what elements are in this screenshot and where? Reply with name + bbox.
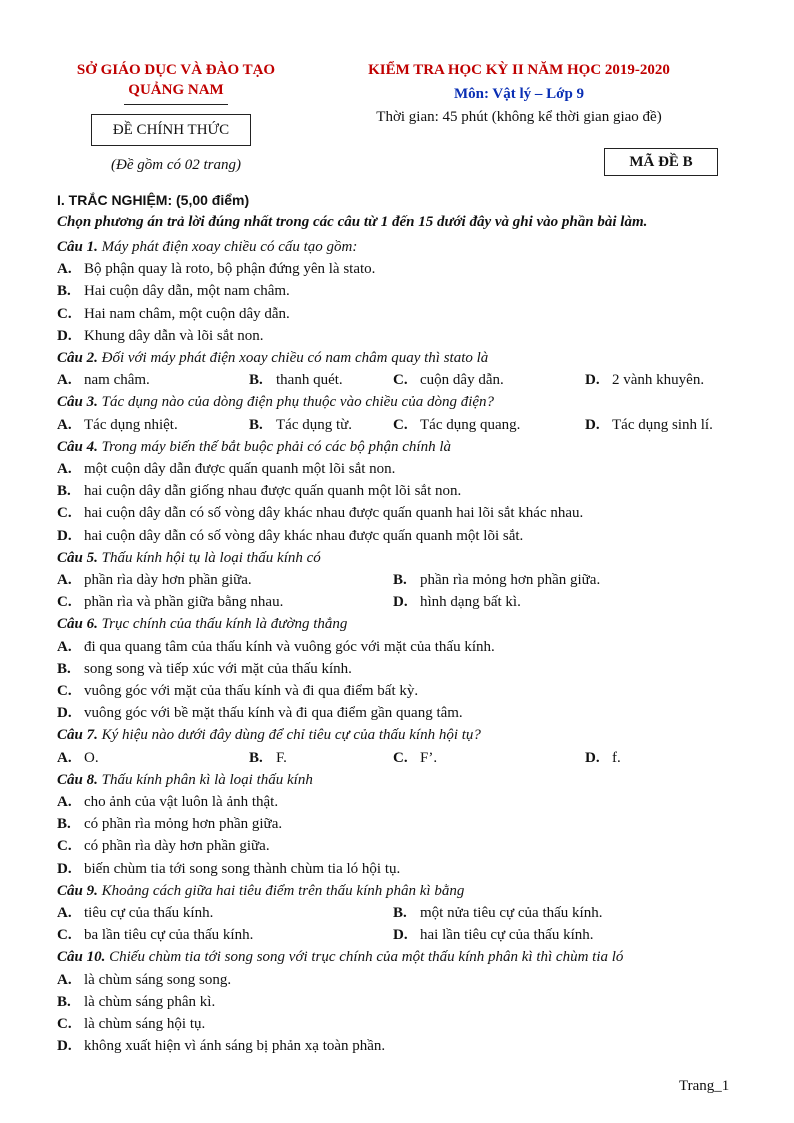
answer-option	[57, 902, 213, 924]
answer-option	[393, 369, 504, 391]
question-stem	[57, 236, 357, 258]
answer-option	[57, 747, 99, 769]
option-text: cuộn dây dẫn.	[420, 372, 504, 389]
section-instruction: Chọn phương án trả lời đúng nhất trong các câu từ 1 đến 15 dưới đây và ghi vào phần bài làm.	[57, 214, 648, 230]
option-letter: C.	[57, 305, 72, 322]
question-number: Câu 2.	[57, 350, 98, 366]
question-text: Đối với máy phát điện xoay chiều có nam châm quay thì stato là	[101, 350, 489, 366]
option-letter: A.	[57, 971, 72, 988]
option-letter: A.	[57, 638, 72, 655]
question-stem	[57, 769, 313, 791]
option-letter: D.	[57, 860, 72, 877]
answer-option	[585, 747, 621, 769]
answer-option	[57, 991, 215, 1013]
header-divider	[124, 104, 228, 105]
option-letter: B.	[57, 993, 71, 1010]
answer-option	[249, 414, 352, 436]
answer-option	[57, 591, 283, 613]
province-name: QUẢNG NAM	[128, 82, 224, 98]
question-number: Câu 8.	[57, 771, 98, 788]
question-number: Câu 9.	[57, 882, 98, 899]
question-number: Câu 4.	[57, 438, 98, 455]
question-text: Máy phát điện xoay chiều có cấu tạo gồm:	[101, 239, 358, 255]
option-text: phần rìa dày hơn phần giữa.	[84, 572, 252, 588]
option-letter: C.	[393, 749, 408, 766]
answer-option	[57, 636, 495, 658]
answer-option	[57, 969, 231, 991]
option-letter: B.	[249, 749, 263, 766]
option-letter: D.	[393, 594, 408, 611]
answer-option	[57, 303, 290, 325]
option-letter: B.	[57, 816, 71, 833]
option-letter: D.	[57, 527, 72, 544]
answer-option	[57, 858, 400, 880]
option-text: tiêu cự của thấu kính.	[84, 905, 214, 921]
option-text: Bộ phận quay là roto, bộ phận đứng yên là stato.	[84, 261, 376, 278]
answer-option	[57, 835, 270, 857]
option-text: F.	[276, 749, 287, 766]
exam-subject: Môn: Vật lý – Lớp 9	[453, 86, 585, 102]
answer-option	[393, 924, 594, 946]
answer-option	[57, 258, 375, 280]
option-letter: C.	[57, 505, 72, 522]
answer-option	[57, 502, 583, 524]
option-text: Tác dụng sinh lí.	[612, 416, 713, 433]
option-letter: A.	[57, 905, 72, 921]
option-text: hình dạng bất kì.	[420, 594, 521, 611]
option-text: là chùm sáng hội tụ.	[84, 1016, 206, 1032]
answer-option	[57, 280, 290, 302]
question-text: Ký hiệu nào dưới đây dùng để chỉ tiêu cự của thấu kính hội tụ?	[101, 727, 481, 744]
option-text: O.	[84, 749, 99, 766]
exam-title: KIỂM TRA HỌC KỲ II NĂM HỌC 2019-2020	[368, 62, 670, 78]
option-letter: C.	[393, 372, 408, 389]
question-stem	[57, 436, 451, 458]
option-letter: B.	[393, 572, 407, 588]
option-letter: A.	[57, 372, 72, 389]
question-text: Chiếu chùm tia tới song song với trục chính của một thấu kính phân kì thì chùm tia ló	[109, 949, 624, 966]
option-letter: A.	[57, 794, 72, 810]
option-letter: D.	[585, 372, 600, 389]
option-letter: C.	[57, 683, 72, 699]
option-text: song song và tiếp xúc với mặt của thấu kính.	[84, 660, 352, 677]
question-text: Thấu kính hội tụ là loại thấu kính có	[101, 549, 321, 566]
answer-option	[57, 480, 461, 502]
answer-option	[57, 924, 253, 946]
option-text: ba lần tiêu cự của thấu kính.	[84, 927, 254, 944]
question-number: Câu 6.	[57, 616, 98, 633]
page-count-note: (Đề gồm có 02 trang)	[111, 157, 241, 173]
answer-option	[57, 680, 418, 702]
option-text: Hai cuộn dây dẫn, một nam châm.	[84, 283, 290, 300]
answer-option	[57, 369, 150, 391]
question-text: Trong máy biến thế bắt buộc phải có các bộ phận chính là	[101, 438, 452, 455]
option-letter: D.	[57, 1038, 72, 1055]
answer-option	[57, 458, 395, 480]
answer-option	[249, 747, 287, 769]
option-letter: A.	[57, 749, 72, 766]
option-text: phần rìa và phần giữa bằng nhau.	[84, 594, 284, 611]
answer-option	[57, 813, 282, 835]
answer-option	[57, 569, 252, 591]
question-stem	[57, 946, 623, 968]
question-stem	[57, 880, 464, 902]
department-name: SỞ GIÁO DỤC VÀ ĐÀO TẠO	[76, 62, 276, 78]
option-text: có phần rìa mỏng hơn phần giữa.	[84, 816, 283, 833]
question-text: Tác dụng nào của dòng điện phụ thuộc vào chiều của dòng điện?	[101, 394, 495, 411]
answer-option	[585, 369, 704, 391]
option-text: nam châm.	[84, 372, 150, 389]
answer-option	[57, 702, 463, 724]
answer-option	[249, 369, 343, 391]
answer-option	[57, 1013, 205, 1035]
question-text: Khoảng cách giữa hai tiêu điểm trên thấu kính phân kì bằng	[101, 882, 465, 899]
option-text: một nửa tiêu cự của thấu kính.	[420, 905, 603, 921]
answer-option	[585, 414, 713, 436]
question-text: Thấu kính phân kì là loại thấu kính	[101, 771, 313, 788]
option-text: Hai nam châm, một cuộn dây dẫn.	[84, 305, 290, 322]
option-text: thanh quét.	[276, 372, 343, 389]
official-exam-label: ĐỀ CHÍNH THỨC	[112, 122, 230, 138]
answer-option	[393, 591, 521, 613]
answer-option	[57, 325, 264, 347]
option-text: biến chùm tia tới song song thành chùm tia ló hội tụ.	[84, 860, 401, 877]
option-text: là chùm sáng phân kì.	[84, 993, 216, 1010]
option-text: hai cuộn dây dẫn có số vòng dây khác nhau được quấn quanh một lõi sắt.	[84, 527, 524, 544]
option-letter: C.	[57, 838, 72, 855]
question-number: Câu 10.	[57, 949, 106, 966]
option-letter: A.	[57, 461, 72, 477]
answer-option	[57, 525, 523, 547]
option-text: là chùm sáng song song.	[84, 971, 232, 988]
option-text: f.	[612, 749, 621, 766]
option-text: hai lần tiêu cự của thấu kính.	[420, 927, 594, 944]
question-stem	[57, 347, 488, 369]
option-letter: C.	[57, 594, 72, 611]
option-text: đi qua quang tâm của thấu kính và vuông góc với mặt của thấu kính.	[84, 638, 495, 655]
option-letter: C.	[57, 1016, 72, 1032]
option-text: cho ảnh của vật luôn là ảnh thật.	[84, 794, 279, 810]
answer-option	[57, 791, 278, 813]
option-letter: B.	[57, 483, 71, 500]
option-letter: A.	[57, 416, 72, 433]
answer-option	[393, 414, 520, 436]
option-text: vuông góc với bề mặt thấu kính và đi qua điểm gần quang tâm.	[84, 705, 463, 722]
question-number: Câu 1.	[57, 239, 98, 255]
official-exam-box	[91, 114, 251, 146]
exam-code: MÃ ĐỀ B	[629, 154, 693, 170]
option-text: không xuất hiện vì ánh sáng bị phản xạ toàn phần.	[84, 1038, 386, 1055]
question-stem	[57, 724, 481, 746]
option-text: phần rìa mỏng hơn phần giữa.	[420, 572, 601, 588]
section-title: I. TRẮC NGHIỆM: (5,00 điểm)	[57, 192, 250, 208]
answer-option	[393, 747, 437, 769]
option-text: F’.	[420, 749, 438, 766]
option-text: Tác dụng từ.	[276, 416, 353, 433]
option-text: có phần rìa dày hơn phần giữa.	[84, 838, 270, 855]
question-text: Trục chính của thấu kính là đường thẳng	[101, 616, 348, 633]
option-text: hai cuộn dây dẫn có số vòng dây khác nhau được quấn quanh hai lõi sắt khác nhau.	[84, 505, 584, 522]
option-letter: C.	[393, 416, 408, 433]
option-letter: D.	[57, 327, 72, 344]
option-text: một cuộn dây dẫn được quấn quanh một lõi sắt non.	[84, 461, 396, 477]
page-number: Trang_1	[679, 1078, 730, 1094]
question-number: Câu 3.	[57, 394, 98, 411]
question-stem	[57, 391, 494, 413]
option-letter: B.	[57, 283, 71, 300]
option-letter: A.	[57, 261, 72, 278]
option-letter: B.	[249, 372, 263, 389]
answer-option	[57, 658, 352, 680]
option-letter: B.	[57, 660, 71, 677]
option-letter: B.	[393, 905, 407, 921]
question-number: Câu 5.	[57, 549, 98, 566]
option-letter: D.	[585, 749, 600, 766]
option-text: vuông góc với mặt của thấu kính và đi qua điểm bất kỳ.	[84, 683, 419, 699]
question-number: Câu 7.	[57, 727, 98, 744]
option-text: Tác dụng nhiệt.	[84, 416, 178, 433]
option-letter: C.	[57, 927, 72, 944]
option-text: Khung dây dẫn và lõi sắt non.	[84, 327, 264, 344]
option-text: 2 vành khuyên.	[612, 372, 705, 389]
question-stem	[57, 547, 321, 569]
question-stem	[57, 613, 347, 635]
answer-option	[57, 1035, 385, 1057]
option-letter: B.	[249, 416, 263, 433]
option-text: Tác dụng quang.	[420, 416, 521, 433]
exam-duration: Thời gian: 45 phút (không kể thời gian giao đề)	[376, 109, 662, 125]
option-letter: D.	[57, 705, 72, 722]
option-letter: D.	[585, 416, 600, 433]
answer-option	[57, 414, 178, 436]
exam-code-box	[604, 148, 718, 176]
answer-option	[393, 902, 602, 924]
option-letter: D.	[393, 927, 408, 944]
option-text: hai cuộn dây dẫn giống nhau được quấn quanh một lõi sắt non.	[84, 483, 462, 500]
option-letter: A.	[57, 572, 72, 588]
answer-option	[393, 569, 600, 591]
